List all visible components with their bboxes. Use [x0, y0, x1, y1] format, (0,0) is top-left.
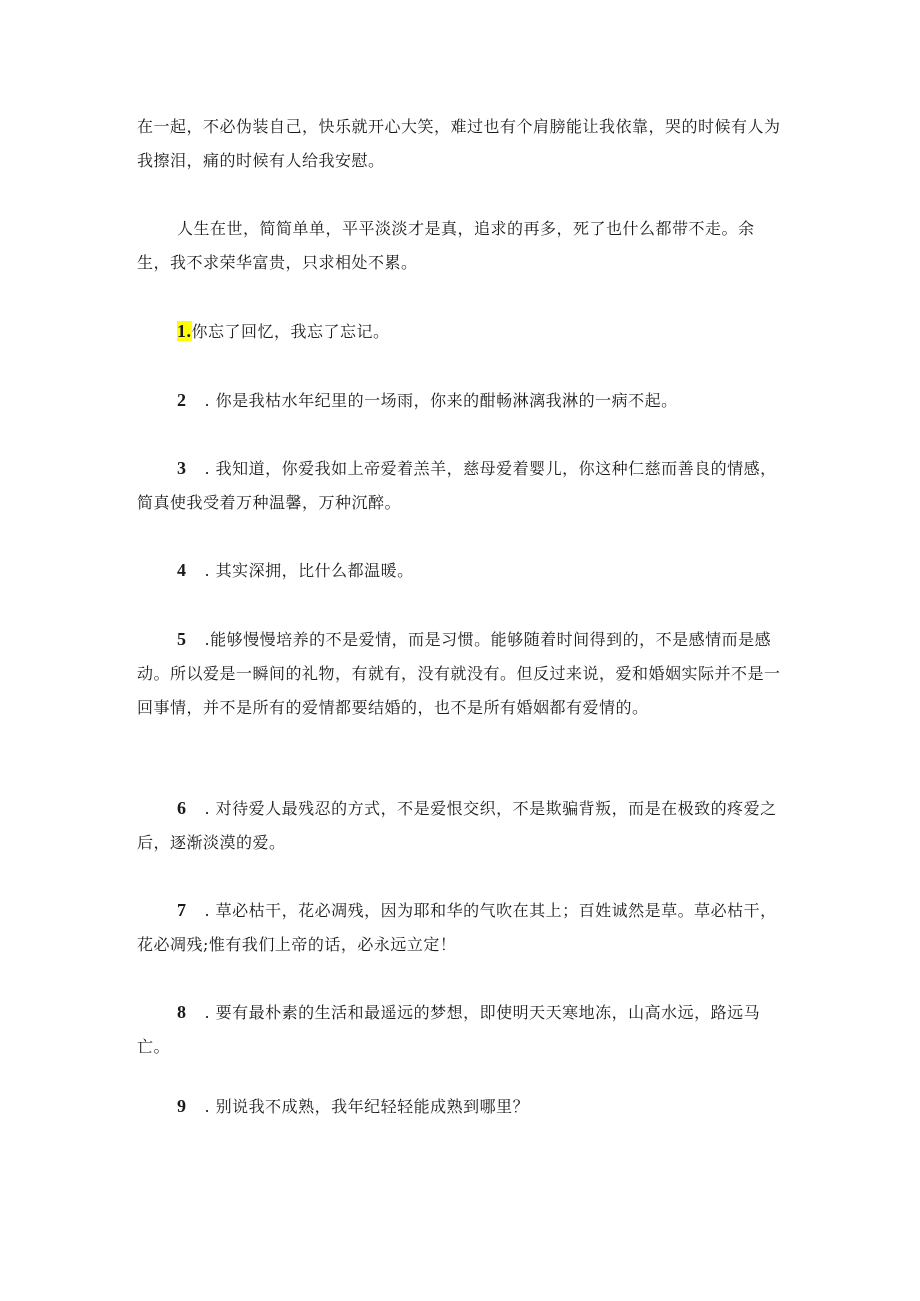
list-item-number: 1. — [177, 321, 192, 341]
paragraph-life-text: 人生在世，简简单单，平平淡淡才是真，追求的再多，死了也什么都带不走。余生，我不求荣华富贵，只求相处不累。 — [137, 219, 755, 272]
paragraph-intro-text: 在一起，不必伪装自己，快乐就开心大笑，难过也有个肩膀能让我依靠，哭的时候有人为我擦泪，痛的时候有人给我安慰。 — [137, 117, 781, 170]
list-item-text: . 草必枯干，花必凋残，因为耶和华的气吹在其上；百姓诚然是草。草必枯干，花必凋残;惟有我们上帝的话，必永远立定！ — [137, 901, 777, 954]
list-item-text: . 你是我枯水年纪里的一场雨，你来的酣畅淋漓我淋的一病不起。 — [204, 391, 678, 410]
paragraph-life — [137, 212, 787, 280]
list-item-text: . 我知道，你爱我如上帝爱着羔羊，慈母爱着婴儿，你这种仁慈而善良的情感，简真使我受着万种温馨，万种沉醉。 — [137, 459, 777, 512]
list-item-9 — [137, 1089, 787, 1124]
list-item-text: . 别说我不成熟，我年纪轻轻能成熟到哪里？ — [204, 1097, 530, 1116]
list-item-3 — [137, 451, 787, 520]
list-item-number: 4 — [177, 560, 187, 580]
list-item-number: 2 — [177, 390, 187, 410]
list-item-number: 5 — [177, 629, 187, 649]
list-item-5 — [137, 622, 787, 725]
list-item-number: 6 — [177, 798, 187, 818]
list-item-8 — [137, 995, 787, 1064]
list-item-number: 9 — [177, 1096, 187, 1116]
list-item-number: 8 — [177, 1002, 187, 1022]
list-item-number: 3 — [177, 458, 187, 478]
list-item-text: .能够慢慢培养的不是爱情，而是习惯。能够随着时间得到的，不是感情而是感动。所以爱是一瞬间的礼物，有就有，没有就没有。但反过来说，爱和婚姻实际并不是一回事情，并不是所有的爱情都要结婚的，也不是所有婚姻都有爱情的。 — [137, 630, 781, 717]
list-item-text: . 其实深拥，比什么都温暖。 — [204, 561, 414, 580]
list-item-6 — [137, 791, 787, 860]
list-item-2 — [137, 383, 787, 418]
list-item-1 — [137, 314, 787, 349]
list-item-text: 你忘了回忆，我忘了忘记。 — [191, 322, 390, 341]
list-item-7 — [137, 893, 787, 962]
list-item-text: . 对待爱人最残忍的方式，不是爱恨交织，不是欺骗背叛，而是在极致的疼爱之后，逐渐淡漠的爱。 — [137, 799, 777, 852]
paragraph-intro — [137, 110, 787, 178]
list-item-4 — [137, 553, 787, 588]
list-item-text: . 要有最朴素的生活和最遥远的梦想，即使明天天寒地冻，山高水远，路远马亡。 — [137, 1003, 761, 1056]
list-item-number: 7 — [177, 900, 187, 920]
